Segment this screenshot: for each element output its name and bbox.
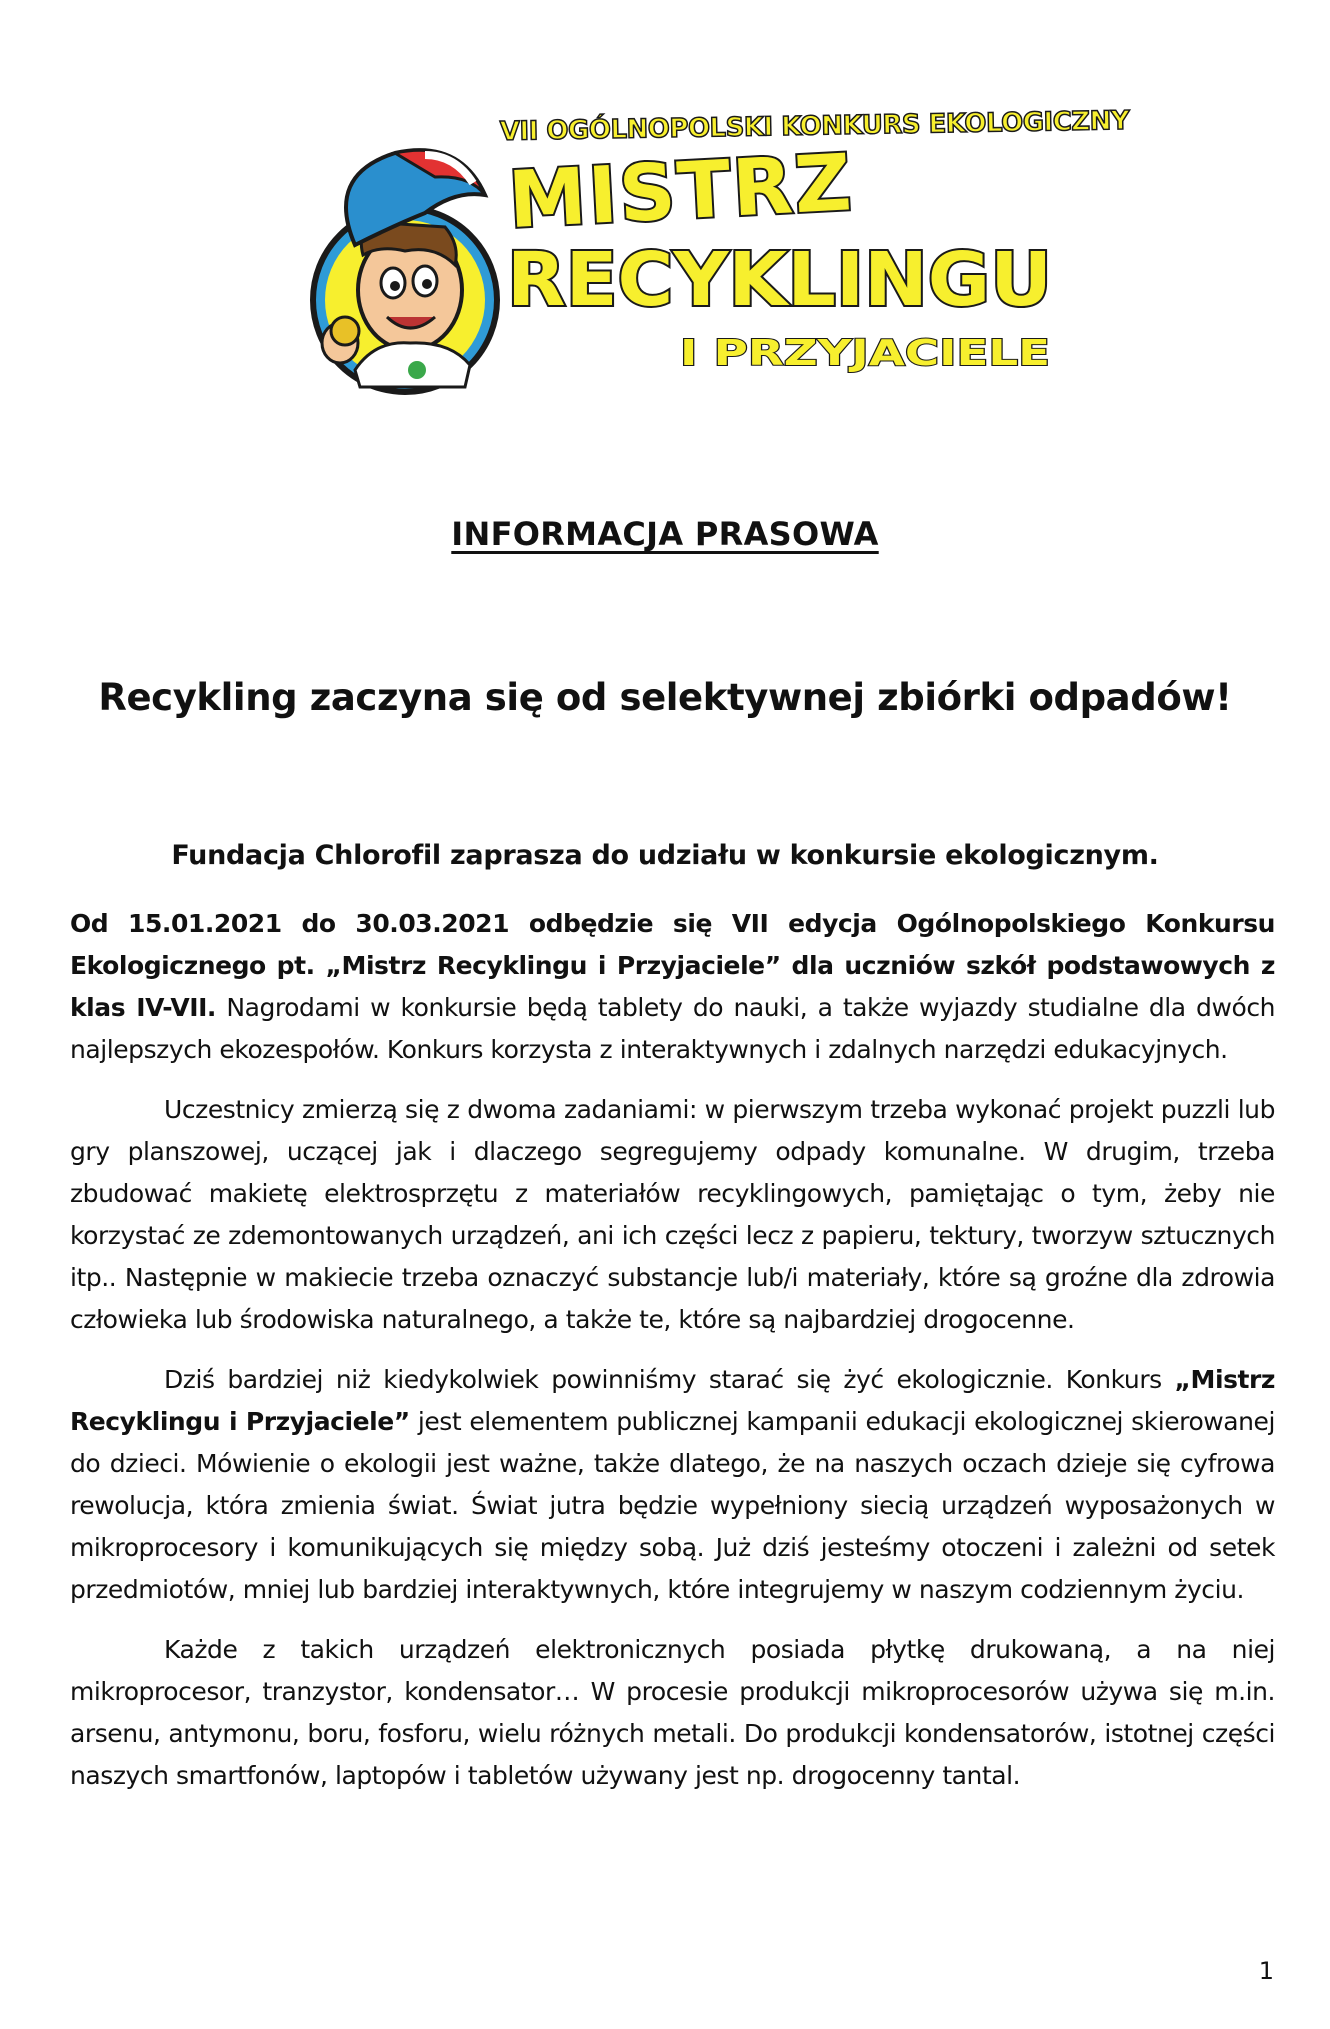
paragraph-3-bold: „Mistrz Recyklingu i Przyjaciele”	[70, 1365, 1275, 1436]
logo-word-przyjaciele: I PRZYJACIELE	[680, 333, 1050, 374]
subheadline: Fundacja Chlorofil zaprasza do udziału w konkursie ekologicznym.	[171, 840, 1159, 871]
logo-top-line: VII OGÓLNOPOLSKI KONKURS EKOLOGICZNY	[499, 105, 1130, 147]
body-text	[70, 903, 1275, 1815]
press-release-label: INFORMACJA PRASOWA	[451, 515, 879, 553]
paragraph-1-text: Nagrodami w konkursie będą tablety do nauki, a także wyjazdy studialne dla dwóch najlepszych ekozespołów. Konkurs korzysta z interaktywnych i zdalnych narzędzi edukacyjnych.	[70, 993, 1276, 1064]
paragraph-3-text-after: jest elementem publicznej kampanii edukacji ekologicznej skierowanej do dzieci. Mówienie o ekologii jest ważne, także dlatego, że na naszych oczach dzieje się cyfrowa rewolucja, która zmienia świat. Świat jutra będzie wypełniony siecią urządzeń wyposażonych w mikroprocesory i komunikujących się między sobą. Już dziś jesteśmy otoczeni i zależni od setek przedmiotów, mniej lub bardziej interaktywnych, które integrujemy w naszym codziennym życiu.	[70, 1407, 1275, 1604]
paragraph-3	[70, 1359, 1275, 1611]
paragraph-1	[70, 903, 1275, 1071]
paragraph-1-bold: Od 15.01.2021 do 30.03.2021 odbędzie się VII edycja Ogólnopolskiego Konkursu Ekologicznego pt. „Mistrz Recyklingu i Przyjaciele” dla uczniów szkół podstawowych z klas IV-VII.	[70, 909, 1275, 1022]
paragraph-3-text-before: Dziś bardziej niż kiedykolwiek powinniśmy starać się żyć ekologicznie. Konkurs	[164, 1365, 1175, 1394]
paragraph-2: Uczestnicy zmierzą się z dwoma zadaniami: w pierwszym trzeba wykonać projekt puzzli lub gry planszowej, uczącej jak i dlaczego segregujemy odpady komunalne. W drugim, trzeba zbudować makietę elektrosprzętu z materiałów recyklingowych, pamiętając o tym, żeby nie korzystać ze zdemontowanych urządzeń, ani ich części lecz z papieru, tektury, tworzyw sztucznych itp.. Następnie w makiecie trzeba oznaczyć substancje lub/i materiały, które są groźne dla zdrowia człowieka lub środowiska naturalnego, a także te, które są najbardziej drogocenne.	[70, 1095, 1275, 1334]
headline: Recykling zaczyna się od selektywnej zbiórki odpadów!	[98, 676, 1232, 719]
logo-word-mistrz: MISTRZ	[506, 138, 856, 247]
paragraph-4: Każde z takich urządzeń elektronicznych posiada płytkę drukowaną, a na niej mikroprocesor, tranzystor, kondensator… W procesie produkcji mikroprocesorów używa się m.in. arsenu, antymonu, boru, fosforu, wielu różnych metali. Do produkcji kondensatorów, istotnej części naszych smartfonów, laptopów i tabletów używany jest np. drogocenny tantal.	[70, 1635, 1275, 1790]
contest-logo	[285, 95, 1130, 395]
medal-icon	[331, 317, 359, 345]
page-number: 1	[1258, 1957, 1274, 1985]
logo-word-recyklingu: RECYKLINGU	[507, 237, 1052, 323]
